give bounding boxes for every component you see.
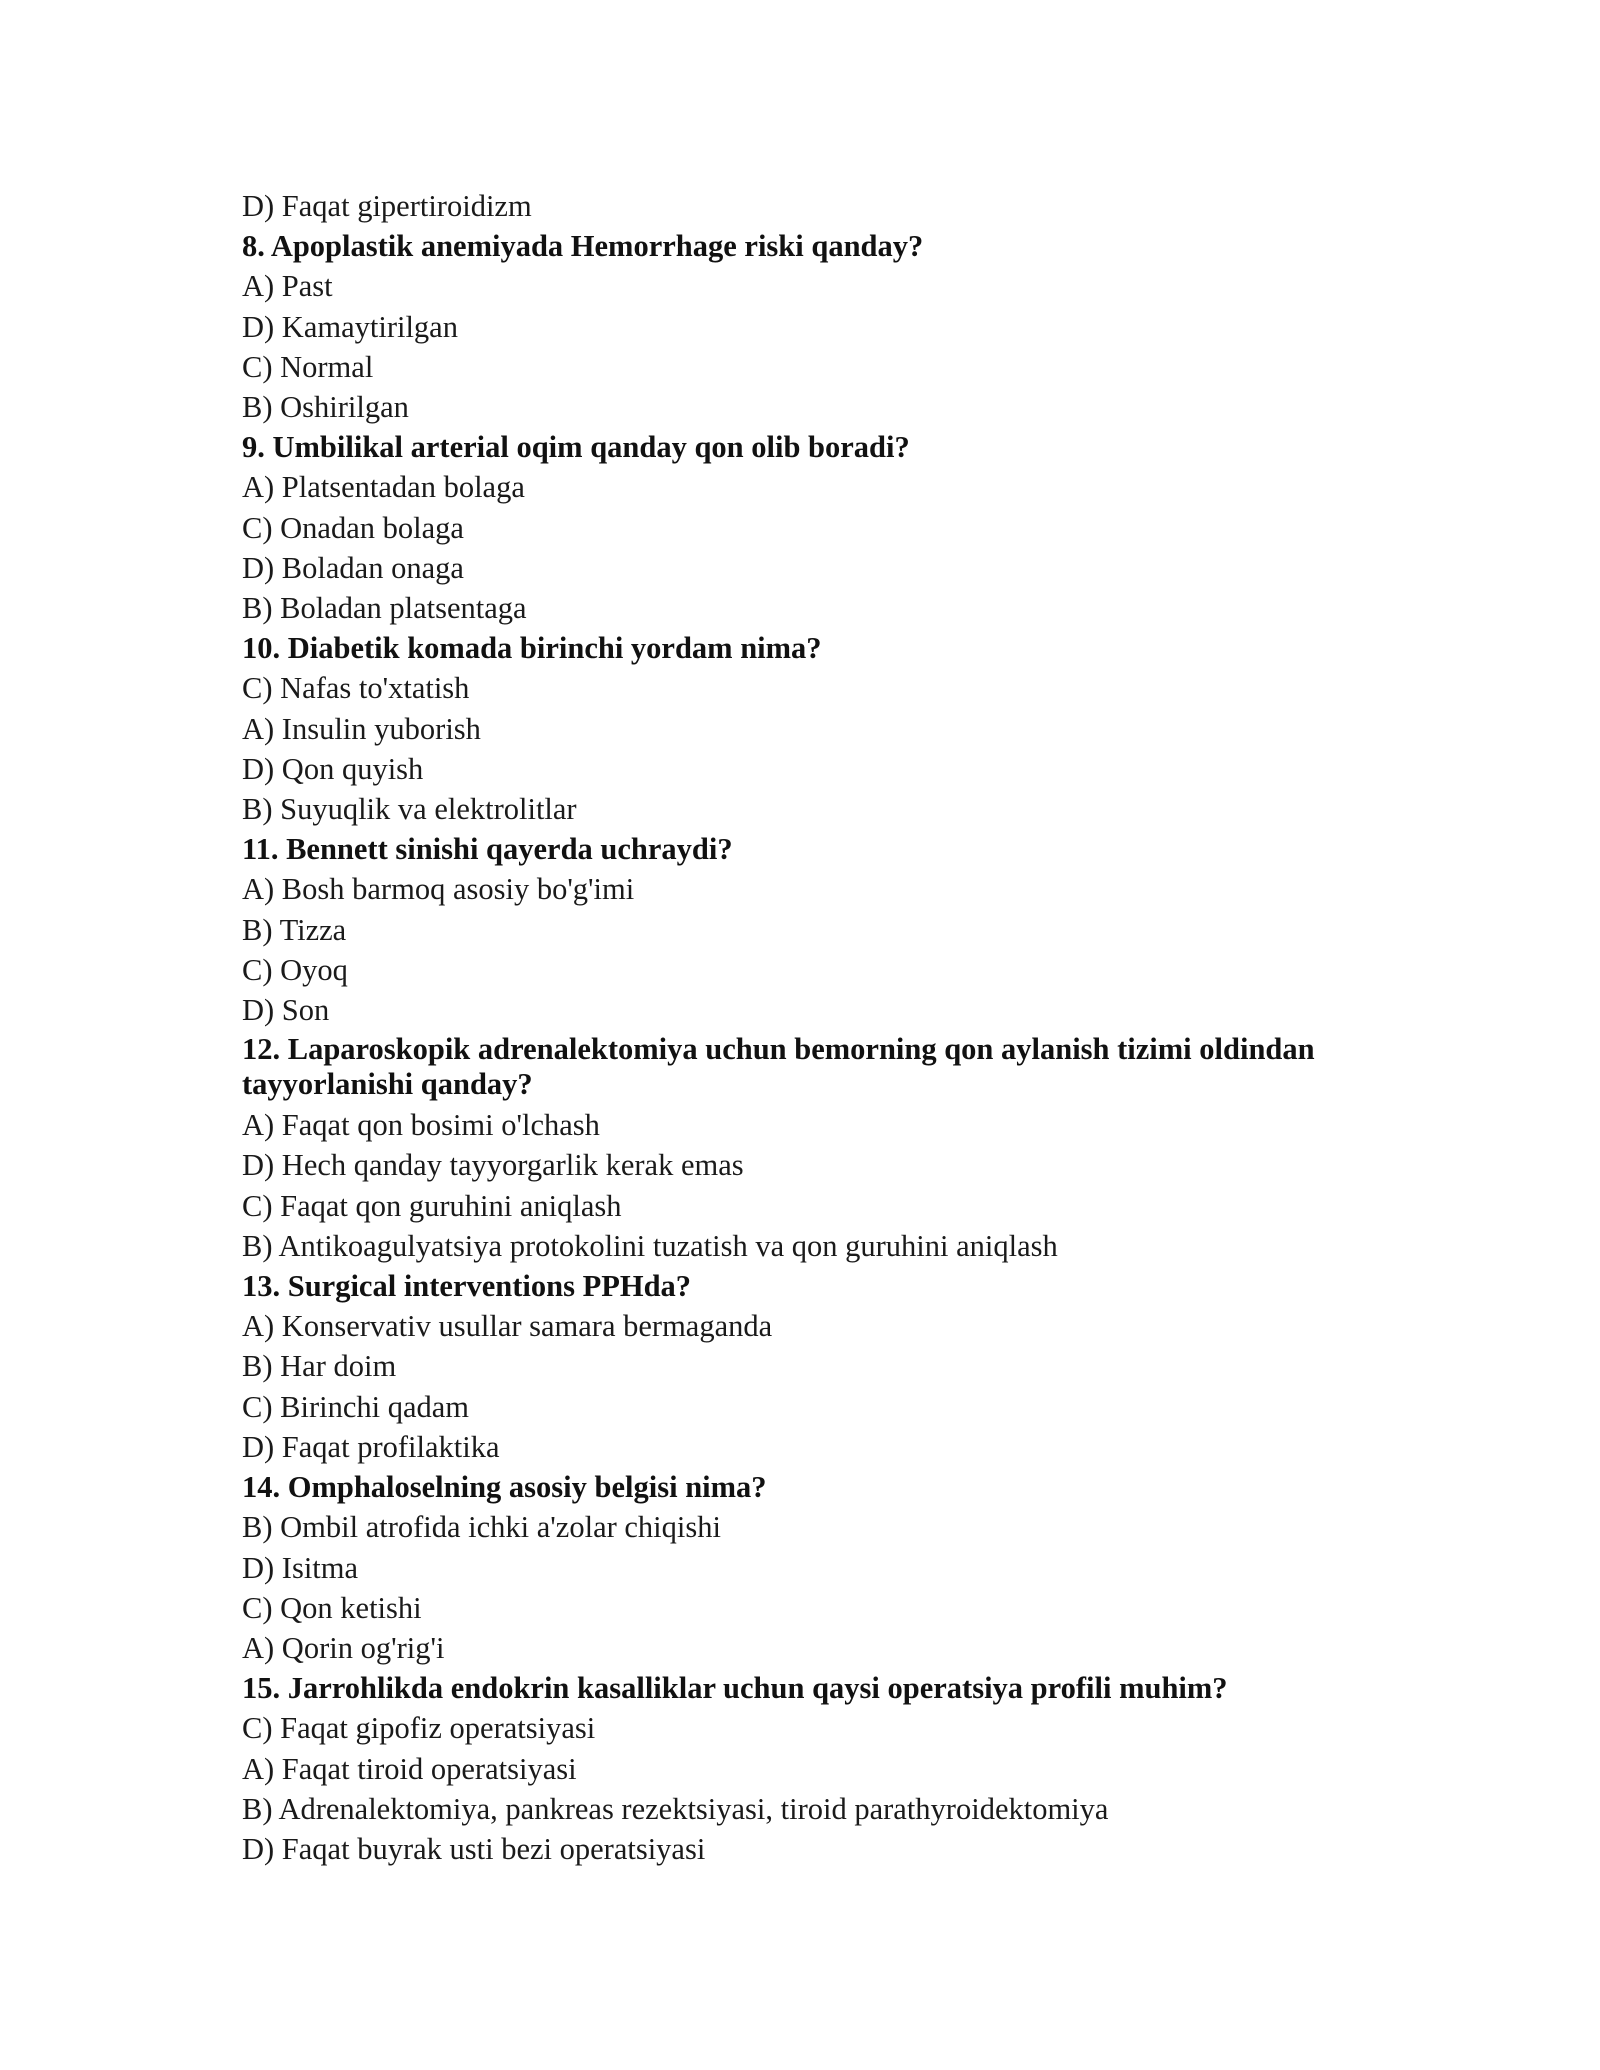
answer-option: C) Normal: [242, 349, 374, 384]
quiz-content: [242, 186, 1372, 1869]
question-text: 12. Laparoskopik adrenalektomiya uchun bemorning qon aylanish tizimi oldindan tayyorlanishi qanday?: [242, 1032, 1315, 1102]
answer-option: D) Hech qanday tayyorgarlik kerak emas: [242, 1148, 744, 1183]
question-text: 8. Apoplastik anemiyada Hemorrhage riski qanday?: [242, 229, 924, 264]
answer-option: C) Birinchi qadam: [242, 1389, 470, 1424]
question-block: [242, 1467, 1372, 1668]
question-block: [242, 628, 1372, 829]
answer-option: C) Faqat gipofiz operatsiyasi: [242, 1711, 596, 1746]
answer-option: A) Platsentadan bolaga: [242, 470, 525, 505]
question-text: 10. Diabetik komada birinchi yordam nima?: [242, 631, 822, 666]
answer-option: D) Qon quyish: [242, 751, 424, 786]
answer-option: C) Nafas to'xtatish: [242, 671, 470, 706]
question-block: [242, 829, 1372, 1030]
answer-option: D) Faqat profilaktika: [242, 1429, 500, 1464]
answer-option: B) Adrenalektomiya, pankreas rezektsiyasi, tiroid parathyroidektomiya: [242, 1791, 1109, 1826]
question-text: 9. Umbilikal arterial oqim qanday qon olib boradi?: [242, 430, 910, 465]
answer-option: D) Son: [242, 993, 330, 1028]
answer-option: A) Insulin yuborish: [242, 711, 481, 746]
answer-option: A) Bosh barmoq asosiy bo'g'imi: [242, 872, 635, 907]
question-block: [242, 226, 1372, 427]
question-block: [242, 427, 1372, 628]
answer-option: B) Oshirilgan: [242, 390, 409, 425]
answer-option: B) Suyuqlik va elektrolitlar: [242, 792, 577, 827]
answer-option: D) Kamaytirilgan: [242, 309, 458, 344]
answer-option: C) Oyoq: [242, 952, 348, 987]
answer-option: B) Har doim: [242, 1349, 397, 1384]
answer-option: C) Onadan bolaga: [242, 510, 464, 545]
answer-option: C) Qon ketishi: [242, 1590, 422, 1625]
answer-option: A) Faqat qon bosimi o'lchash: [242, 1108, 600, 1143]
question-block: [242, 1032, 1372, 1266]
answer-option: A) Faqat tiroid operatsiyasi: [242, 1751, 577, 1786]
answer-option: D) Isitma: [242, 1550, 359, 1585]
question-text: 13. Surgical interventions PPHda?: [242, 1269, 692, 1304]
answer-option: B) Ombil atrofida ichki a'zolar chiqishi: [242, 1510, 721, 1545]
answer-option: D) Faqat gipertiroidizm: [242, 189, 532, 223]
question-block: [242, 1266, 1372, 1467]
answer-option: A) Qorin og'rig'i: [242, 1630, 445, 1665]
question-text: 14. Omphaloselning asosiy belgisi nima?: [242, 1470, 767, 1505]
question-text: 15. Jarrohlikda endokrin kasalliklar uchun qaysi operatsiya profili muhim?: [242, 1671, 1228, 1706]
question-block: [242, 1668, 1372, 1869]
answer-option: D) Faqat buyrak usti bezi operatsiyasi: [242, 1831, 706, 1866]
answer-option: C) Faqat qon guruhini aniqlash: [242, 1188, 622, 1223]
question-text: 11. Bennett sinishi qayerda uchraydi?: [242, 832, 733, 867]
answer-option: B) Antikoagulyatsiya protokolini tuzatish va qon guruhini aniqlash: [242, 1228, 1058, 1263]
answer-option: A) Konservativ usullar samara bermaganda: [242, 1309, 773, 1344]
answer-option: A) Past: [242, 269, 333, 304]
answer-option: D) Boladan onaga: [242, 550, 464, 585]
answer-option: B) Boladan platsentaga: [242, 591, 527, 626]
answer-option: B) Tizza: [242, 912, 347, 947]
